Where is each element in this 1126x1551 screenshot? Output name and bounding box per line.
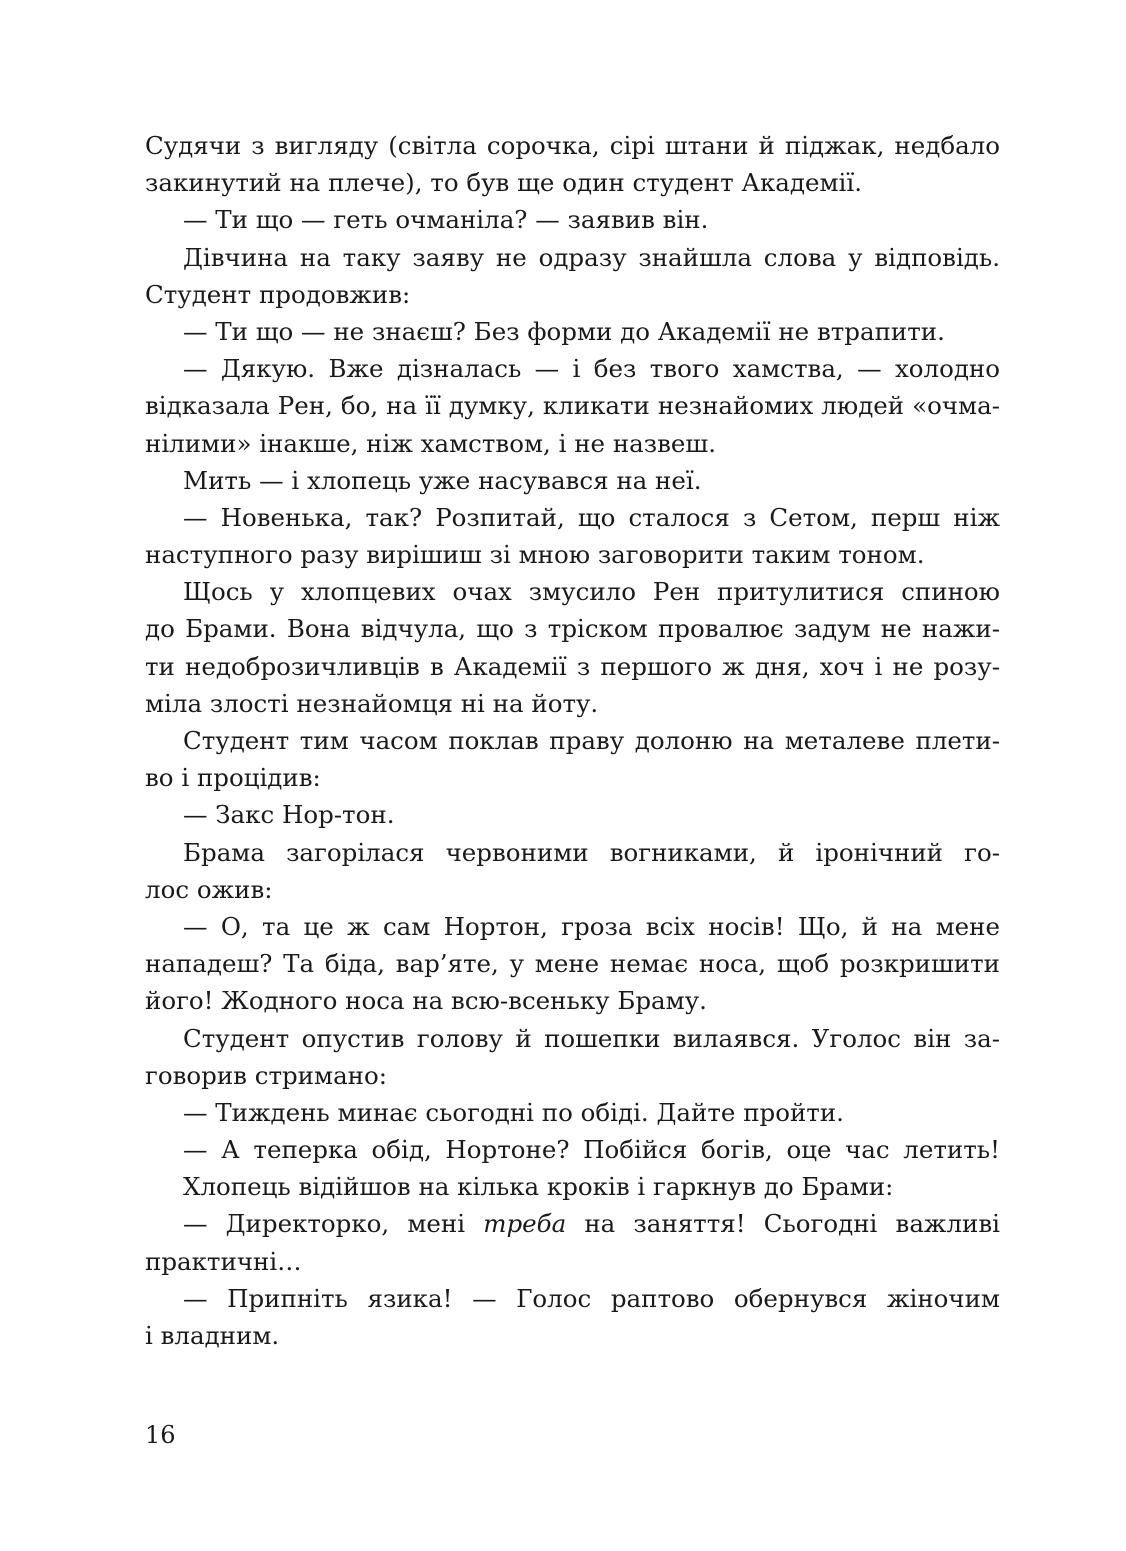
text-line: Мить — і хлопець уже насувався на неї.	[183, 465, 702, 495]
text-line: — Новенька, так? Розпитай, що сталося з Сетом, перш ніж	[183, 502, 1000, 532]
text-line: — О, та це ж сам Нортон, гроза всіх носів! Що, й на мене	[183, 911, 1000, 941]
text-line: наступного разу вирішиш зі мною заговорити таким тоном.	[145, 540, 925, 570]
text-line: Студент тим часом поклав праву долоню на металеве плети-	[183, 726, 1000, 755]
text-line: — Припніть язика! — Голос раптово обернувся жіночим	[183, 1283, 1000, 1313]
body-text	[145, 127, 1000, 1354]
text-line: його! Жодного носа на всю-всеньку Браму.	[145, 986, 707, 1016]
text-line: відказала Рен, бо, на її думку, кликати незнайомих людей «очма-	[145, 391, 1000, 421]
text-line: во і процідив:	[145, 763, 321, 793]
text-line: практичні…	[145, 1246, 302, 1276]
text-line	[145, 1205, 1000, 1242]
text-line: Брама загорілася червоними вогниками, й іронічний го-	[183, 837, 1000, 867]
text-line: лос ожив:	[145, 874, 273, 904]
text-line: — Тиждень минає сьогодні по обіді. Дайте пройти.	[183, 1097, 844, 1127]
text-line: Щось у хлопцевих очах змусило Рен притулитися спиною	[183, 577, 1000, 607]
text-run: на заняття! Сьогодні важливі	[566, 1209, 1000, 1239]
text-line: Студент опустив голову й пошепки вилаявся. Уголос він за-	[183, 1023, 1000, 1053]
text-line: — А теперка обід, Нортоне? Побійся богів, оце час летить!	[183, 1135, 1000, 1165]
page-number: 16	[145, 1421, 176, 1449]
text-line: до Брами. Вона відчула, що з тріском провалює задум не нажи-	[145, 614, 1000, 644]
text-line: нілими» інакше, ніж хамством, і не назвеш.	[145, 428, 716, 458]
text-line: — Ти що — не знаєш? Без форми до Академії не втрапити.	[183, 316, 945, 346]
text-line: і владним.	[145, 1321, 280, 1350]
text-line: Хлопець відійшов на кілька кроків і гаркнув до Брами:	[183, 1172, 894, 1202]
text-line: нападеш? Та біда, вар’яте, у мене немає носа, щоб розкришити	[145, 949, 1000, 979]
text-line: — Ти що — геть очманіла? — заявив він.	[183, 205, 709, 235]
text-line: Студент продовжив:	[145, 279, 411, 309]
text-line: Судячи з вигляду (світла сорочка, сірі штани й піджак, недбало	[145, 131, 1000, 160]
text-line: ти недоброзичливців в Академії з першого ж дня, хоч і не розу-	[145, 651, 1000, 681]
text-line: Дівчина на таку заяву не одразу знайшла слова у відповідь.	[183, 242, 1000, 272]
text-line: — Закс Нор-тон.	[183, 800, 395, 830]
text-line: закинутий на плече), то був ще один студент Академії.	[145, 168, 863, 198]
italic-word: треба	[483, 1209, 567, 1239]
text-line: говорив стримано:	[145, 1060, 388, 1090]
text-run: — Директорко, мені	[183, 1209, 484, 1239]
text-line: — Дякую. Вже дізналась — і без твого хамства, — холодно	[183, 354, 1000, 384]
text-line: міла злості незнайомця ні на йоту.	[145, 688, 599, 718]
